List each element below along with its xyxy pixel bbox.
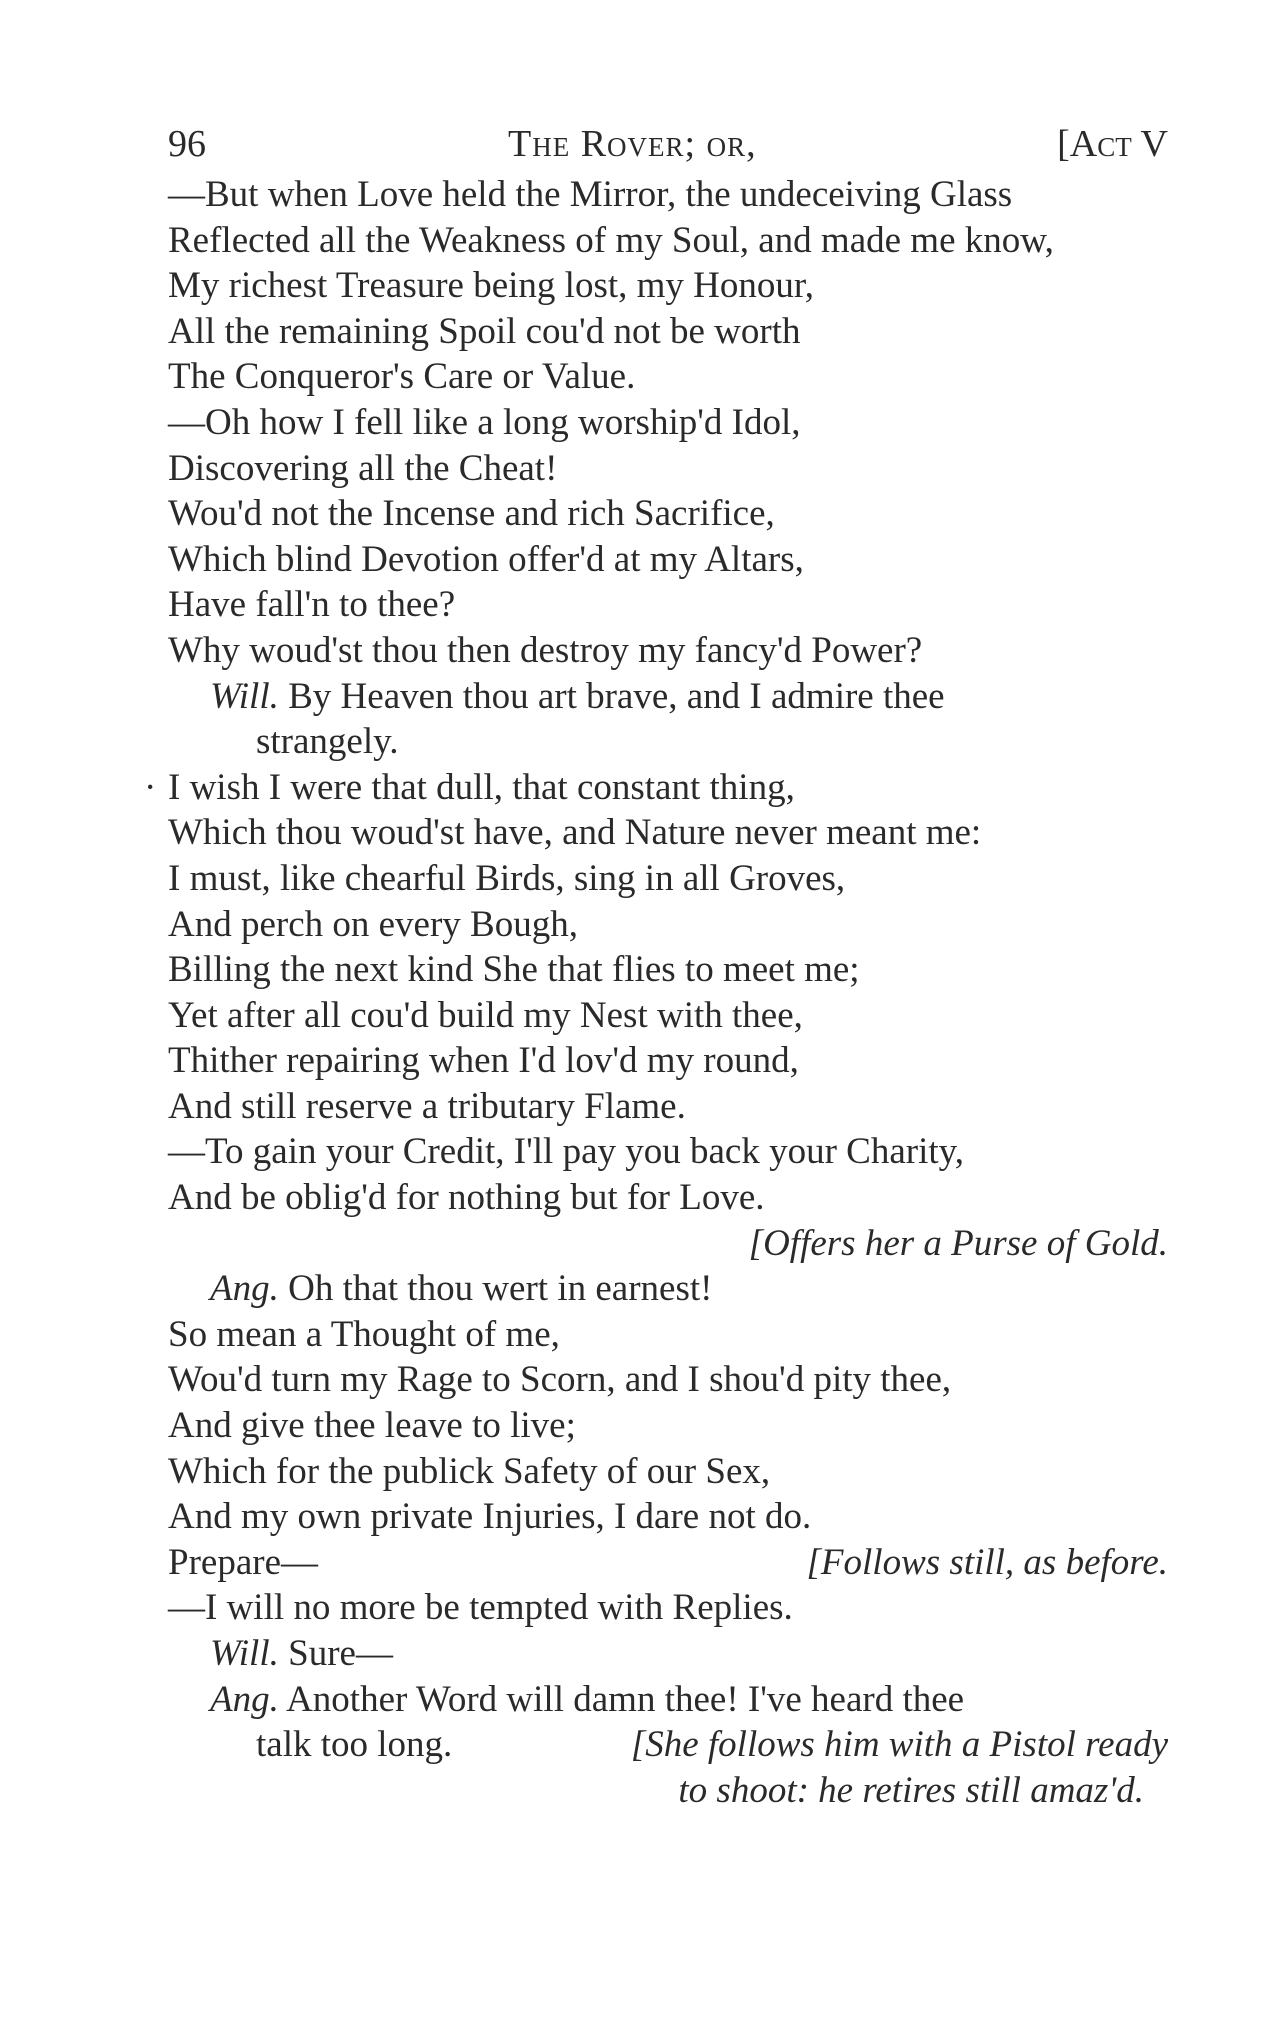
speaker-name: Will. [210,675,279,717]
verse-text: Prepare— [168,1541,318,1583]
verse-line: Discovering all the Cheat! [168,447,558,489]
page-number: 96 [168,123,206,165]
verse-line: Billing the next kind She that flies to meet me; [168,949,860,991]
speech-text: Another Word will damn thee! I've heard thee [286,1678,965,1720]
verse-line: And my own private Injuries, I dare not do. [168,1496,812,1538]
verse-line: My richest Treasure being lost, my Honour, [168,265,814,307]
verse-line: Which for the publick Safety of our Sex, [168,1450,771,1492]
verse-line: Why woud'st thou then destroy my fancy'd Power? [168,629,923,671]
speech-line [168,1266,1168,1312]
margin-mark: · [144,766,157,808]
verse-line: Have fall'n to thee? [168,584,456,626]
verse-line: —Oh how I fell like a long worship'd Idol, [168,401,801,443]
verse-line-with-direction [168,1540,1168,1586]
stage-direction: [Follows still, as before. [806,1541,1168,1583]
verse-line: I must, like chearful Birds, sing in all Groves, [168,857,846,899]
verse-line-with-direction [168,1722,1168,1768]
verse-line: Reflected all the Weakness of my Soul, and made me know, [168,219,1054,261]
verse-text: I wish I were that dull, that constant thing, [168,766,795,808]
speech-text: By Heaven thou art brave, and I admire thee [288,675,945,717]
speaker-name: Ang. [210,1268,279,1310]
speaker-name: Will. [210,1633,279,1674]
verse-line: —I will no more be tempted with Replies. [168,1587,793,1629]
verse-line: Which blind Devotion offer'd at my Altars, [168,538,804,580]
stage-direction: [She follows him with a Pistol ready [630,1724,1168,1766]
verse-line: So mean a Thought of me, [168,1313,560,1355]
play-text [144,172,1168,1813]
verse-line: —To gain your Credit, I'll pay you back your Charity, [168,1131,964,1173]
stage-direction: [Offers her a Purse of Gold. [748,1222,1168,1264]
verse-line: Wou'd not the Incense and rich Sacrifice, [168,493,775,535]
verse-line: strangely. [256,721,399,763]
verse-line: Which thou woud'st have, and Nature never meant me: [168,812,982,854]
running-title: The Rover; or, [508,123,757,165]
verse-line: And perch on every Bough, [168,903,578,945]
verse-text: talk too long. [256,1724,453,1766]
verse-line: —But when Love held the Mirror, the undeceiving Glass [168,174,1013,215]
verse-line: All the remaining Spoil cou'd not be worth [168,310,801,352]
verse-line: And give thee leave to live; [168,1405,576,1447]
speaker-name: Ang. [210,1678,279,1720]
verse-line: And be oblig'd for nothing but for Love. [168,1177,765,1219]
speech-text: Sure— [288,1633,393,1674]
verse-line: Yet after all cou'd build my Nest with thee, [168,994,803,1036]
speech-line [168,1631,1168,1677]
stage-direction: to shoot: he retires still amaz'd. [678,1769,1144,1811]
verse-line: And still reserve a tributary Flame. [168,1085,686,1127]
act-marker: [Act V [1057,123,1168,165]
verse-line: Thither repairing when I'd lov'd my round, [168,1040,799,1082]
speech-line [168,674,1168,720]
verse-line: The Conqueror's Care or Value. [168,356,636,398]
speech-text: Oh that thou wert in earnest! [288,1268,713,1310]
speech-line [168,1677,1168,1723]
verse-line [144,765,1168,811]
verse-line: Wou'd turn my Rage to Scorn, and I shou'd pity thee, [168,1359,952,1401]
running-header [168,118,1168,170]
